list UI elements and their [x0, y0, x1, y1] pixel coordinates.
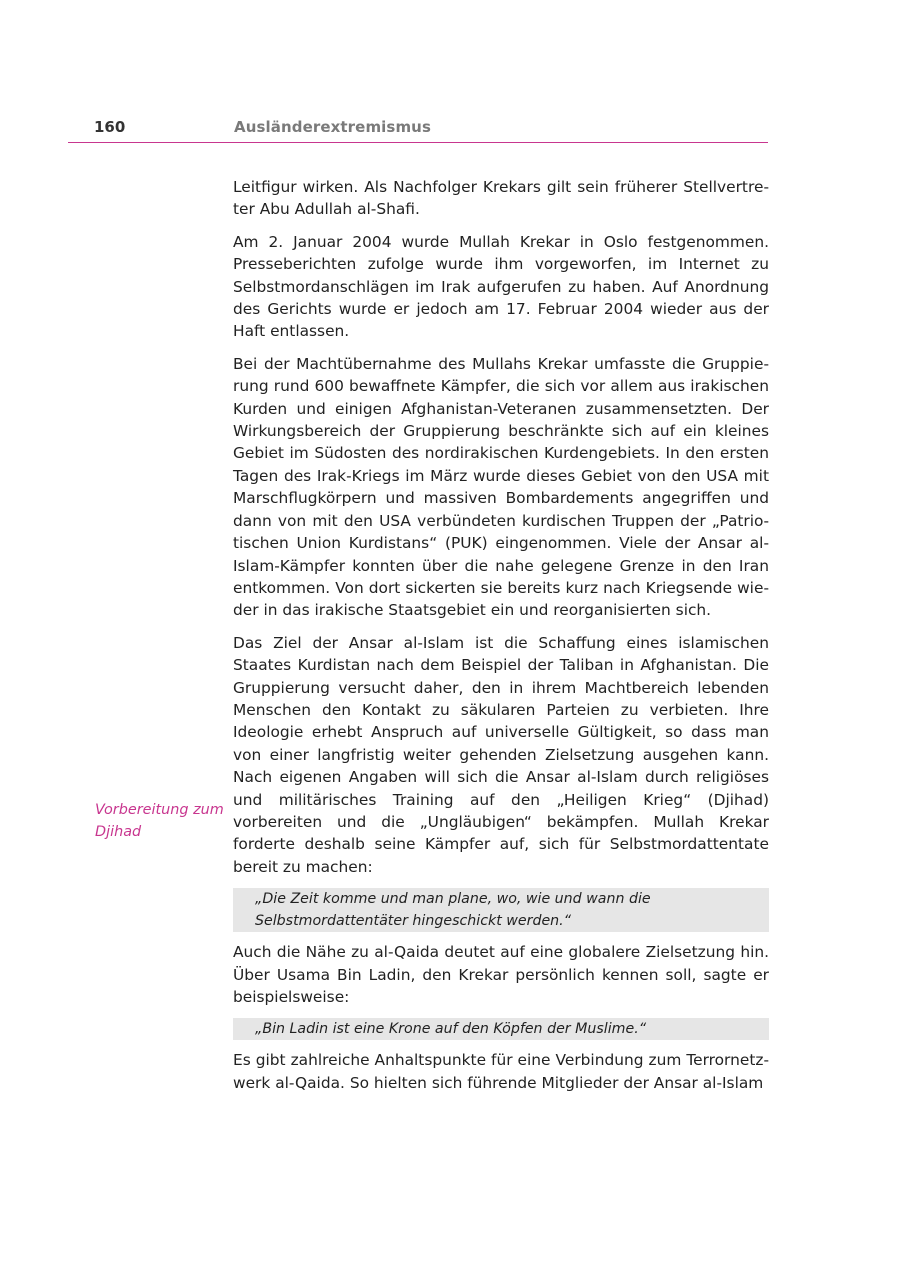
paragraph-5: Auch die Nähe zu al-Qaida deutet auf eine globalere Zielsetzung hin. Über Usama Bin Ladin, den Krekar persönlich kennen soll, sagte er beispielsweise: [233, 943, 769, 1006]
paragraph-1: Leitfigur wirken. Als Nachfolger Krekars gilt sein früherer Stellvertreter Abu Adullah al-Shafi. [233, 178, 769, 219]
body-text-column [233, 176, 769, 1104]
running-header [68, 116, 768, 143]
paragraph-6: Es gibt zahlreiche Anhaltspunkte für eine Verbindung zum Terrornetzwerk al-Qaida. So hielten sich führende Mitglieder der Ansar al-Islam [233, 1051, 769, 1092]
paragraph-3: Bei der Machtübernahme des Mullahs Krekar umfasste die Gruppierung rund 600 bewaffnete Kämpfer, die sich vor allem aus irakischen Kurden und einigen Afghanistan-Veteranen zusammensetzten. Der Wirkungsbereich der Gruppierung beschränkte sich auf ein kleines Gebiet im Südosten des nordirakischen Kurdengebiets. In den ersten Tagen des Irak-Kriegs im März wurde dieses Gebiet von den USA mit Marschflugkörpern und massiven Bombardements angegriffen und dann von mit den USA verbündeten kurdischen Truppen der „Patriotischen Union Kurdistans“ (PUK) eingenommen. Viele der Ansar al-Islam-Kämpfer konnten über die nahe gelegene Grenze in den Iran entkommen. Von dort sickerten sie bereits kurz nach Kriegsende wieder in das irakische Staatsgebiet ein und reorganisierten sich. [233, 354, 769, 620]
page-number: 160 [94, 118, 126, 136]
paragraph-2: Am 2. Januar 2004 wurde Mullah Krekar in Oslo festgenommen. Presseberichten zufolge wurde ihm vorgeworfen, im Internet zu Selbstmordanschlägen im Irak aufgerufen zu haben. Auf Anordnung des Gerichts wurde er jedoch am 17. Februar 2004 wieder aus der Haft entlassen. [233, 232, 769, 341]
margin-note: Vorbereitung zum Djihad [95, 802, 224, 840]
quote-block-1: „Die Zeit komme und man plane, wo, wie und wann die Selbstmordattentäter hingeschickt werden.“ [233, 888, 769, 932]
quote-block-2: „Bin Ladin ist eine Krone auf den Köpfen der Muslime.“ [233, 1018, 769, 1040]
running-title: Ausländerextremismus [234, 118, 431, 136]
paragraph-4: Das Ziel der Ansar al-Islam ist die Schaffung eines islamischen Staates Kurdistan nach dem Beispiel der Taliban in Afghanistan. Die Gruppierung versucht daher, den in ihrem Machtbereich lebenden Menschen den Kontakt zu säkularen Parteien zu verbieten. Ihre Ideologie erhebt Anspruch auf universelle Gültigkeit, so dass man von einer langfristig weiter gehenden Zielsetzung ausgehen kann. Nach eigenen Angaben will sich die Ansar al-Islam durch religiöses und militärisches Training auf den „Heiligen Krieg“ (Djihad) vorbereiten und die „Ungläubigen“ bekämpfen. Mullah Krekar forderte deshalb seine Kämpfer auf, sich für Selbstmordattentate bereit zu machen: [233, 633, 769, 876]
